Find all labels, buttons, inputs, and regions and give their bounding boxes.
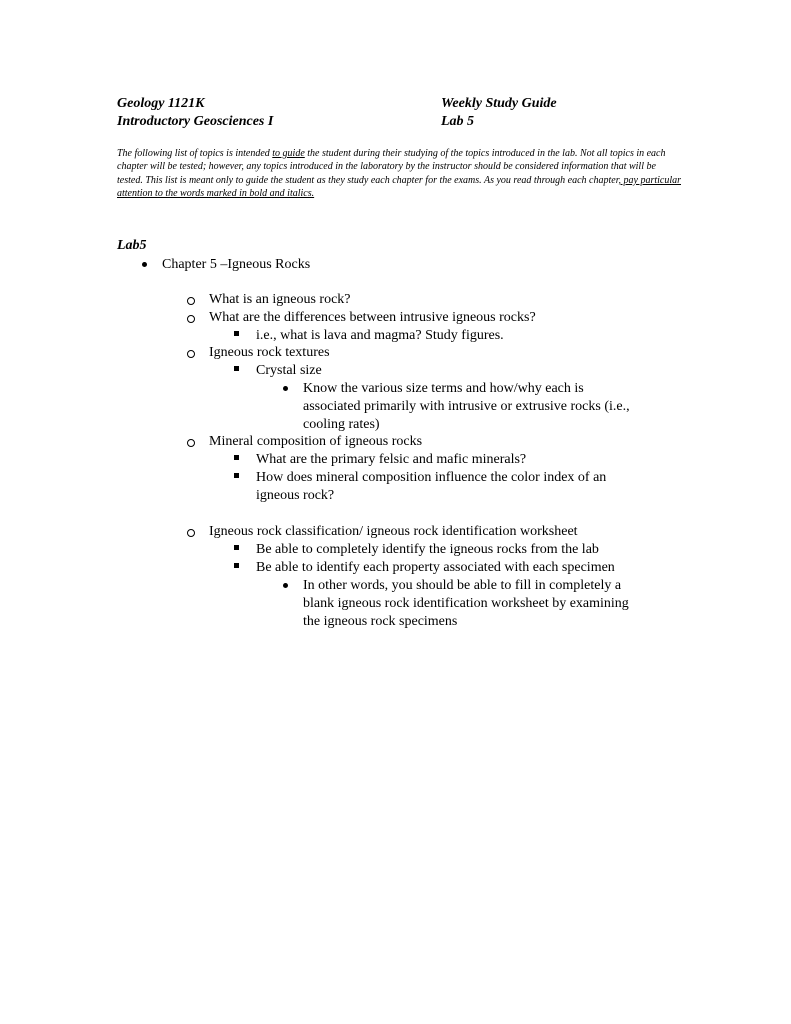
bullet-square-icon bbox=[234, 563, 239, 568]
outline-q2: What are the differences between intrusive igneous rocks? bbox=[209, 310, 536, 325]
outline-chapter: Chapter 5 –Igneous Rocks bbox=[162, 257, 311, 272]
outline-class-b1-line2: blank igneous rock identification worksheet by examining bbox=[303, 596, 629, 611]
bullet-dot-icon bbox=[142, 262, 147, 267]
bullet-circle-icon bbox=[187, 439, 195, 447]
bullet-square-icon bbox=[234, 455, 239, 460]
bullet-square-icon bbox=[234, 331, 239, 336]
intro-text-1: The following list of topics is intended bbox=[117, 148, 273, 159]
bullet-circle-icon bbox=[187, 315, 195, 323]
outline-mineral-b-line2: igneous rock? bbox=[256, 488, 335, 503]
outline-size-terms-line2: associated primarily with intrusive or extrusive rocks (i.e., bbox=[303, 399, 630, 414]
bullet-circle-icon bbox=[187, 297, 195, 305]
intro-paragraph bbox=[117, 147, 682, 200]
bullet-dot-icon bbox=[283, 583, 288, 588]
bullet-square-icon bbox=[234, 545, 239, 550]
outline-classification: Igneous rock classification/ igneous rock identification worksheet bbox=[209, 524, 578, 539]
outline-size-terms-line3: cooling rates) bbox=[303, 417, 380, 432]
outline-q2a: i.e., what is lava and magma? Study figures. bbox=[256, 328, 504, 343]
bullet-square-icon bbox=[234, 366, 239, 371]
outline-crystal-size: Crystal size bbox=[256, 363, 322, 378]
intro-underlined-2: , pay particular attention to the words marked in bold and italics. bbox=[117, 174, 681, 199]
lab-number: Lab 5 bbox=[441, 114, 475, 129]
outline-q1: What is an igneous rock? bbox=[209, 292, 351, 307]
bullet-circle-icon bbox=[187, 529, 195, 537]
guide-title: Weekly Study Guide bbox=[441, 96, 557, 111]
outline-class-b1-line1: In other words, you should be able to fill in completely a bbox=[303, 578, 622, 593]
outline-class-b: Be able to identify each property associated with each specimen bbox=[256, 560, 615, 575]
intro-underlined-1: to guide bbox=[272, 148, 305, 159]
outline-mineral: Mineral composition of igneous rocks bbox=[209, 434, 423, 449]
course-name: Introductory Geosciences I bbox=[117, 114, 274, 129]
bullet-square-icon bbox=[234, 473, 239, 478]
outline-class-b1-line3: the igneous rock specimens bbox=[303, 614, 458, 629]
outline-mineral-b-line1: How does mineral composition influence the color index of an bbox=[256, 470, 607, 485]
outline-mineral-a: What are the primary felsic and mafic minerals? bbox=[256, 452, 527, 467]
outline-class-a: Be able to completely identify the igneous rocks from the lab bbox=[256, 542, 599, 557]
outline-textures: Igneous rock textures bbox=[209, 345, 330, 360]
intro-text-2: the student during their studying of the topics introduced in the lab. Not all topics in each chapter will be tested; however, any topics introduced in the laboratory by the instructor should be considered information that will be tested. This list is meant only to guide the student as they study each chapter for the exams. As you read through each chapter bbox=[117, 148, 666, 186]
course-code: Geology 1121K bbox=[117, 96, 205, 111]
lab-title: Lab5 bbox=[117, 238, 147, 253]
bullet-dot-icon bbox=[283, 386, 288, 391]
bullet-circle-icon bbox=[187, 350, 195, 358]
outline-size-terms-line1: Know the various size terms and how/why each is bbox=[303, 381, 584, 396]
